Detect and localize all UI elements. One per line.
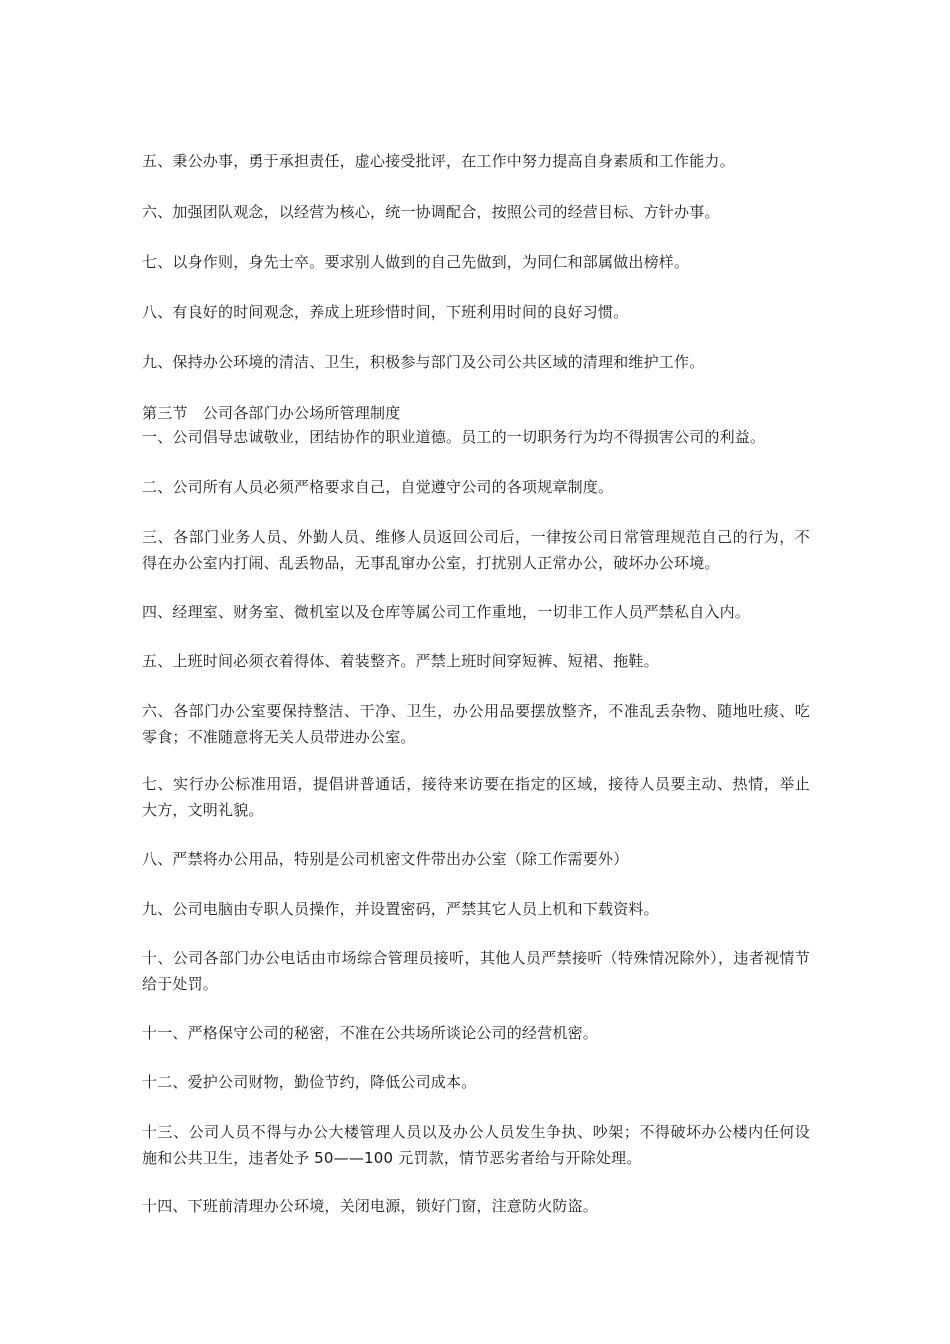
paragraph-5: 五、上班时间必须衣着得体、着装整齐。严禁上班时间穿短裤、短裙、拖鞋。 [142,652,659,670]
paragraph-2: 二、公司所有人员必须严格要求自己，自觉遵守公司的各项规章制度。 [142,478,614,496]
paragraph-top-8: 八、有良好的时间观念，养成上班珍惜时间，下班利用时间的良好习惯。 [142,303,629,321]
paragraph-9: 九、公司电脑由专职人员操作，并设置密码，严禁其它人员上机和下载资料。 [142,900,659,918]
paragraph-top-5: 五、秉公办事，勇于承担责任，虚心接受批评，在工作中努力提高自身素质和工作能力。 [142,152,735,170]
paragraph-4: 四、经理室、财务室、微机室以及仓库等属公司工作重地，一切非工作人员严禁私自入内。 [142,603,751,621]
paragraph-8: 八、严禁将办公用品，特别是公司机密文件带出办公室（除工作需要外） [142,850,629,868]
paragraph-6: 六、各部门办公室要保持整洁、干净、卫生，办公用品要摆放整齐，不准乱丢杂物、随地吐痰、吃零食；不准随意将无关人员带进办公室。 [142,702,810,746]
paragraph-top-7: 七、以身作则，身先士卒。要求别人做到的自己先做到，为同仁和部属做出榜样。 [142,253,690,271]
section-heading: 第三节 公司各部门办公场所管理制度 [142,404,401,422]
paragraph-12: 十二、爱护公司财物，勤俭节约，降低公司成本。 [142,1073,477,1091]
paragraph-7: 七、实行办公标准用语，提倡讲普通话，接待来访要在指定的区域，接待人员要主动、热情，举止大方，文明礼貌。 [142,775,810,819]
paragraph-11: 十一、严格保守公司的秘密，不准在公共场所谈论公司的经营机密。 [142,1024,599,1042]
paragraph-top-6: 六、加强团队观念，以经营为核心，统一协调配合，按照公司的经营目标、方针办事。 [142,203,720,221]
paragraph-top-9: 九、保持办公环境的清洁、卫生，积极参与部门及公司公共区域的清理和维护工作。 [142,353,705,371]
paragraph-10: 十、公司各部门办公电话由市场综合管理员接听，其他人员严禁接听（特殊情况除外），违者视情节给于处罚。 [142,949,810,993]
paragraph-14: 十四、下班前清理办公环境，关闭电源，锁好门窗，注意防火防盗。 [142,1197,599,1215]
paragraph-13: 十三、公司人员不得与办公大楼管理人员以及办公人员发生争执、吵架；不得破坏办公楼内任何设施和公共卫生，违者处予 50——100 元罚款，情节恶劣者给与开除处理。 [142,1123,810,1167]
paragraph-3: 三、各部门业务人员、外勤人员、维修人员返回公司后，一律按公司日常管理规范自己的行为，不得在办公室内打闹、乱丢物品，无事乱窜办公室，打扰别人正常办公，破坏办公环境。 [142,528,810,572]
paragraph-1: 一、公司倡导忠诚敬业，团结协作的职业道德。员工的一切职务行为均不得损害公司的利益。 [142,428,766,446]
